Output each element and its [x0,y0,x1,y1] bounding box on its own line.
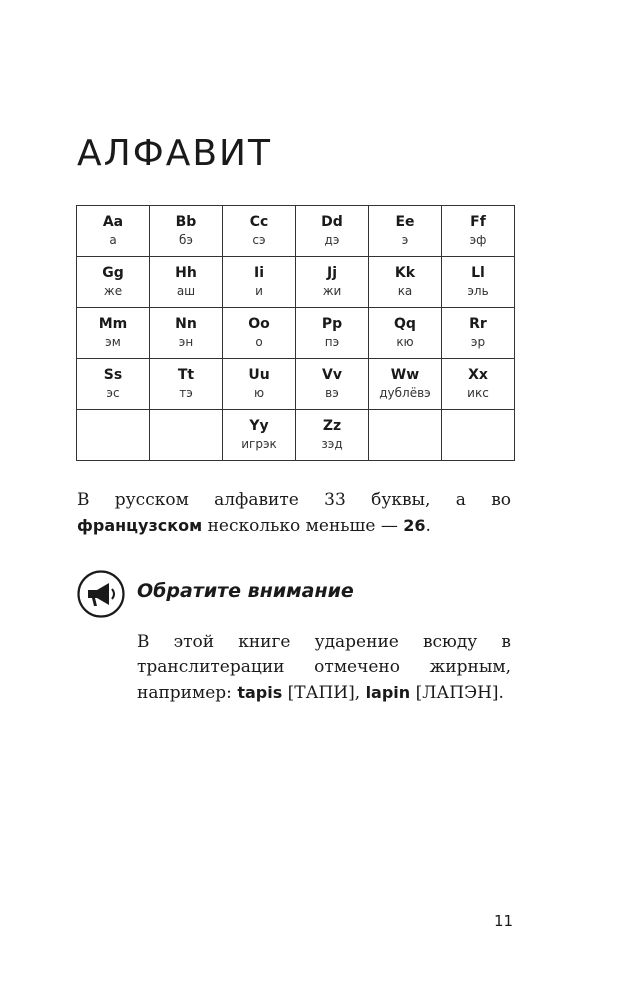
letter-name: эф [469,233,487,247]
letter: Rr [469,316,487,332]
alphabet-cell [296,206,369,257]
alphabet-cell [77,257,150,308]
letter: Oo [248,316,270,332]
alphabet-cell [150,206,223,257]
alphabet-row [77,410,515,461]
note-text: [ТАПИ], [282,683,366,703]
letter: Vv [322,367,342,383]
letter: Xx [468,367,488,383]
alphabet-cell [442,206,515,257]
letter: Ii [253,265,264,281]
letter-name: эр [470,335,486,349]
alphabet-cell [77,308,150,359]
intro-text: несколько меньше — [202,516,404,536]
alphabet-cell [296,410,369,461]
alphabet-cell [369,257,442,308]
letter: Pp [321,316,343,332]
letter: Uu [248,367,270,383]
letter-name: и [255,284,263,298]
letter-name: зэд [321,437,343,451]
intro-paragraph [77,488,511,539]
alphabet-cell [223,257,296,308]
letter-name: а [109,233,117,247]
alphabet-row [77,359,515,410]
alphabet-cell [442,359,515,410]
alphabet-cell [223,359,296,410]
alphabet-cell [223,410,296,461]
letter-name: ка [397,284,413,298]
intro-text: . [425,516,431,536]
alphabet-cell [369,359,442,410]
page-number: 11 [494,912,514,930]
letter-name: же [103,284,123,298]
letter: Jj [326,265,337,281]
note-text: [ЛАПЭН]. [410,683,504,703]
letter-name: игрэк [241,437,277,451]
note-example: tapis [237,683,283,702]
alphabet-cell [369,410,442,461]
page-title: АЛФАВИТ [77,133,272,174]
alphabet-cell [150,257,223,308]
letter: Bb [175,214,197,230]
letter: Aa [102,214,124,230]
alphabet-cell [296,257,369,308]
note-title: Обратите внимание [137,580,354,602]
letter-name: о [255,335,263,349]
alphabet-cell [442,257,515,308]
letter: Mm [98,316,128,332]
letter-name: аш [176,284,196,298]
note-text: В этой книге ударение всюду в транслитерации отмечено жирным, например: [137,632,511,703]
alphabet-cell [369,308,442,359]
note-body [137,630,511,706]
letter: Tt [177,367,195,383]
alphabet-cell [369,206,442,257]
letter: Ee [395,214,415,230]
letter-name: тэ [179,386,193,400]
alphabet-cell [150,359,223,410]
letter-name: жи [322,284,342,298]
letter-name: эм [105,335,121,349]
alphabet-cell [223,206,296,257]
megaphone-icon [77,570,125,618]
note-example: lapin [365,683,411,702]
alphabet-row [77,257,515,308]
letter-name: э [401,233,409,247]
letter-name: дублёвэ [379,386,431,400]
letter-name: бэ [179,233,193,247]
alphabet-cell [442,410,515,461]
letter: Nn [175,316,197,332]
letter: Dd [321,214,343,230]
letter: Ww [390,367,420,383]
alphabet-cell [77,206,150,257]
alphabet-cell [296,359,369,410]
letter-name: ю [253,386,265,400]
alphabet-table [76,205,515,461]
alphabet-cell [150,410,223,461]
letter-name: дэ [324,233,340,247]
alphabet-cell [77,410,150,461]
letter: Hh [175,265,197,281]
letter: Kk [394,265,416,281]
letter: Ll [471,265,485,281]
alphabet-cell [150,308,223,359]
letter: Zz [322,418,342,434]
letter-name: вэ [325,386,339,400]
letter-name: сэ [252,233,266,247]
letter: Ss [103,367,123,383]
letter-name: кю [396,335,414,349]
letter-name: эль [467,284,489,298]
alphabet-cell [77,359,150,410]
intro-text: В русском алфавите 33 буквы, а во [77,490,511,510]
alphabet-cell [442,308,515,359]
letter-name: эн [178,335,194,349]
intro-bold-count: 26 [403,516,426,535]
letter: Gg [102,265,124,281]
alphabet-cell [296,308,369,359]
letter: Qq [394,316,416,332]
letter: Cc [249,214,269,230]
alphabet-cell [223,308,296,359]
letter-name: пэ [324,335,340,349]
intro-bold-french: французском [77,516,203,535]
alphabet-row [77,206,515,257]
letter: Ff [470,214,486,230]
letter-name: эс [106,386,120,400]
alphabet-row [77,308,515,359]
letter: Yy [249,418,269,434]
letter-name: икс [467,386,489,400]
